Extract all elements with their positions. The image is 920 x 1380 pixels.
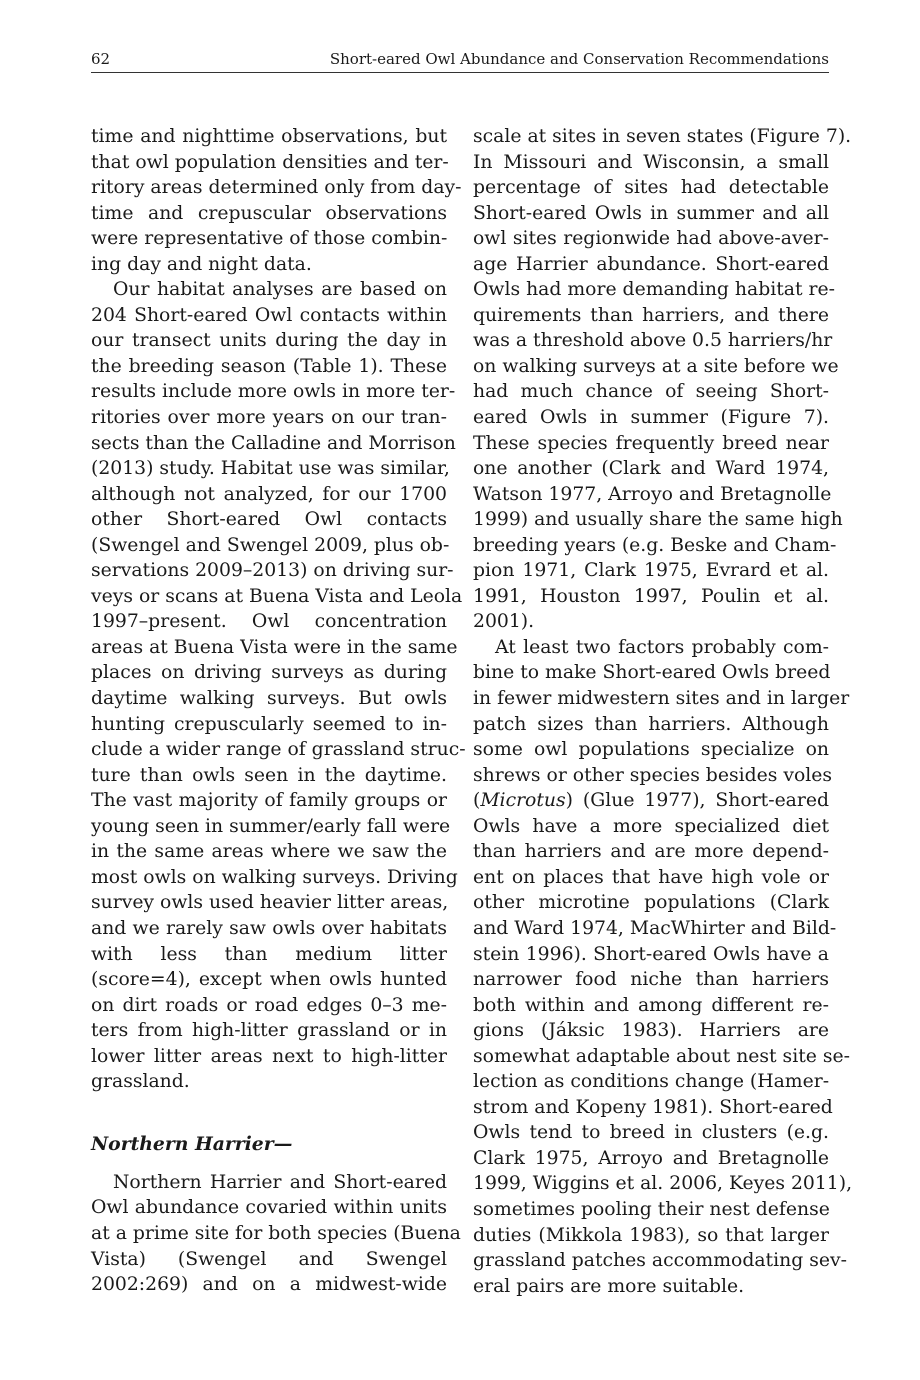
text-line: in the same areas where we saw the — [91, 841, 447, 863]
text-line: Owls had more demanding habitat re- — [473, 279, 835, 301]
text-line: age Harrier abundance. Short-eared — [473, 253, 829, 275]
text-line: lection as conditions change (Hamer- — [473, 1071, 830, 1093]
text-line: veys or scans at Buena Vista and Leola — [91, 585, 463, 607]
text-line: some owl populations specialize on — [473, 739, 829, 761]
text-line: and Ward 1974, MacWhirter and Bild- — [473, 917, 837, 939]
text-line: survey owls used heavier litter areas, — [91, 892, 449, 914]
text-line: quirements than harriers, and there — [473, 304, 829, 326]
text-line: on walking surveys at a site before we — [473, 355, 839, 377]
text-line: Short-eared Owls in summer and all — [473, 202, 829, 224]
running-title: Short-eared Owl Abundance and Conservation Recommendations — [329, 50, 829, 68]
text-line: stein 1996). Short-eared Owls have a — [473, 943, 829, 965]
text-line: time and nighttime observations, but — [91, 126, 447, 147]
text-line: with less than medium litter — [91, 943, 447, 965]
text-line: Clark 1975, Arroyo and Bretagnolle — [473, 1147, 829, 1169]
text-line: sects than the Calladine and Morrison — [91, 432, 456, 454]
text-line: daytime walking surveys. But owls — [91, 688, 447, 710]
text-line: scale at sites in seven states (Figure 7). — [473, 126, 852, 147]
text-line: most owls on walking surveys. Driving — [91, 866, 458, 888]
right-column-body — [473, 124, 853, 1299]
text-line: places on driving surveys as during — [91, 662, 447, 684]
text-line: clude a wider range of grassland struc- — [91, 739, 466, 761]
text-line: Northern Harrier and Short-eared — [113, 1171, 447, 1193]
left-column — [91, 124, 466, 1298]
page-header — [91, 50, 829, 73]
text-line: In Missouri and Wisconsin, a small — [473, 151, 829, 173]
text-line: gions (Jáksic 1983). Harriers are — [473, 1020, 829, 1042]
text-line: Owls have a more specialized diet — [473, 815, 829, 837]
text-line: ing day and night data. — [91, 253, 312, 275]
text-line: at a prime site for both species (Buena — [91, 1222, 461, 1244]
text-line: 2002:269) and on a midwest-wide — [91, 1274, 447, 1296]
text-line: At least two factors probably com- — [495, 636, 829, 658]
page-number: 62 — [91, 50, 111, 68]
text-line: 2001). — [473, 611, 535, 633]
text-line: were representative of those combin- — [91, 228, 448, 250]
text-line: other Short-eared Owl contacts — [91, 509, 447, 531]
text-line: Vista) (Swengel and Swengel — [91, 1248, 447, 1270]
text-line: eral pairs are more suitable. — [473, 1275, 745, 1297]
text-line: (Microtus) (Glue 1977), Short-eared — [473, 790, 829, 812]
left-column-body — [91, 124, 466, 1095]
text-line: than harriers and are more depend- — [473, 841, 829, 863]
text-line: 1991, Houston 1997, Poulin et al. — [473, 585, 829, 607]
right-column — [473, 124, 853, 1299]
text-line: lower litter areas next to high-litter — [91, 1045, 447, 1067]
text-line: eared Owls in summer (Figure 7). — [473, 407, 829, 429]
text-line: sometimes pooling their nest defense — [473, 1198, 830, 1220]
text-line: (score=4), except when owls hunted — [91, 969, 447, 991]
text-line: time and crepuscular observations — [91, 202, 447, 224]
text-line: The vast majority of family groups or — [91, 790, 447, 812]
text-line: Owl abundance covaried within units — [91, 1197, 447, 1219]
text-line: on dirt roads or road edges 0–3 me- — [91, 994, 447, 1016]
text-line: ture than owls seen in the daytime. — [91, 764, 447, 786]
text-line: the breeding season (Table 1). These — [91, 355, 447, 377]
text-line: ent on places that have high vole or — [473, 866, 829, 888]
text-line: 204 Short-eared Owl contacts within — [91, 304, 447, 326]
text-line: pion 1971, Clark 1975, Evrard et al. — [473, 560, 829, 582]
text-line: 1999) and usually share the same high — [473, 509, 843, 531]
text-line: Owls tend to breed in clusters (e.g. — [473, 1122, 829, 1144]
text-line: 1997–present. Owl concentration — [91, 611, 447, 633]
text-line: 1999, Wiggins et al. 2006, Keyes 2011), — [473, 1173, 853, 1195]
text-line: strom and Kopeny 1981). Short-eared — [473, 1096, 833, 1118]
text-line: and we rarely saw owls over habitats — [91, 917, 447, 939]
text-line: grassland patches accommodating sev- — [473, 1250, 847, 1272]
text-line: young seen in summer/early fall were — [91, 815, 451, 837]
text-line: Watson 1977, Arroyo and Bretagnolle — [473, 483, 832, 505]
text-line: (Swengel and Swengel 2009, plus ob- — [91, 534, 450, 556]
text-line: servations 2009–2013) on driving sur- — [91, 560, 454, 582]
text-line: breeding years (e.g. Beske and Cham- — [473, 534, 837, 556]
text-line: percentage of sites had detectable — [473, 177, 829, 199]
text-line: somewhat adaptable about nest site se- — [473, 1045, 850, 1067]
text-line: that owl population densities and ter- — [91, 151, 449, 173]
text-line: both within and among different re- — [473, 994, 829, 1016]
text-line: other microtine populations (Clark — [473, 892, 829, 914]
text-line: results include more owls in more ter- — [91, 381, 456, 403]
text-line: (2013) study. Habitat use was similar, — [91, 458, 450, 480]
text-line: our transect units during the day in — [91, 330, 447, 352]
text-line: Our habitat analyses are based on — [113, 279, 447, 301]
text-line: one another (Clark and Ward 1974, — [473, 458, 829, 480]
text-line: narrower food niche than harriers — [473, 969, 829, 991]
text-line: ritories over more years on our tran- — [91, 407, 447, 429]
text-line: ters from high-litter grassland or in — [91, 1020, 447, 1042]
text-line: These species frequently breed near — [473, 432, 829, 454]
left-column-body-continued — [91, 1170, 461, 1298]
text-line: areas at Buena Vista were in the same — [91, 636, 458, 658]
text-line: shrews or other species besides voles — [473, 764, 833, 786]
text-line: bine to make Short-eared Owls breed — [473, 662, 831, 684]
text-line: was a threshold above 0.5 harriers/hr — [473, 330, 833, 352]
text-line: although not analyzed, for our 1700 — [91, 483, 447, 505]
text-line: patch sizes than harriers. Although — [473, 713, 829, 735]
section-heading: Northern Harrier— — [91, 1133, 293, 1156]
text-line: owl sites regionwide had above-aver- — [473, 228, 829, 250]
text-line: ritory areas determined only from day- — [91, 177, 462, 199]
text-line: duties (Mikkola 1983), so that larger — [473, 1224, 829, 1246]
text-line: hunting crepuscularly seemed to in- — [91, 713, 447, 735]
text-line: grassland. — [91, 1071, 190, 1093]
text-line: had much chance of seeing Short- — [473, 381, 829, 403]
text-line: in fewer midwestern sites and in larger — [473, 688, 850, 710]
